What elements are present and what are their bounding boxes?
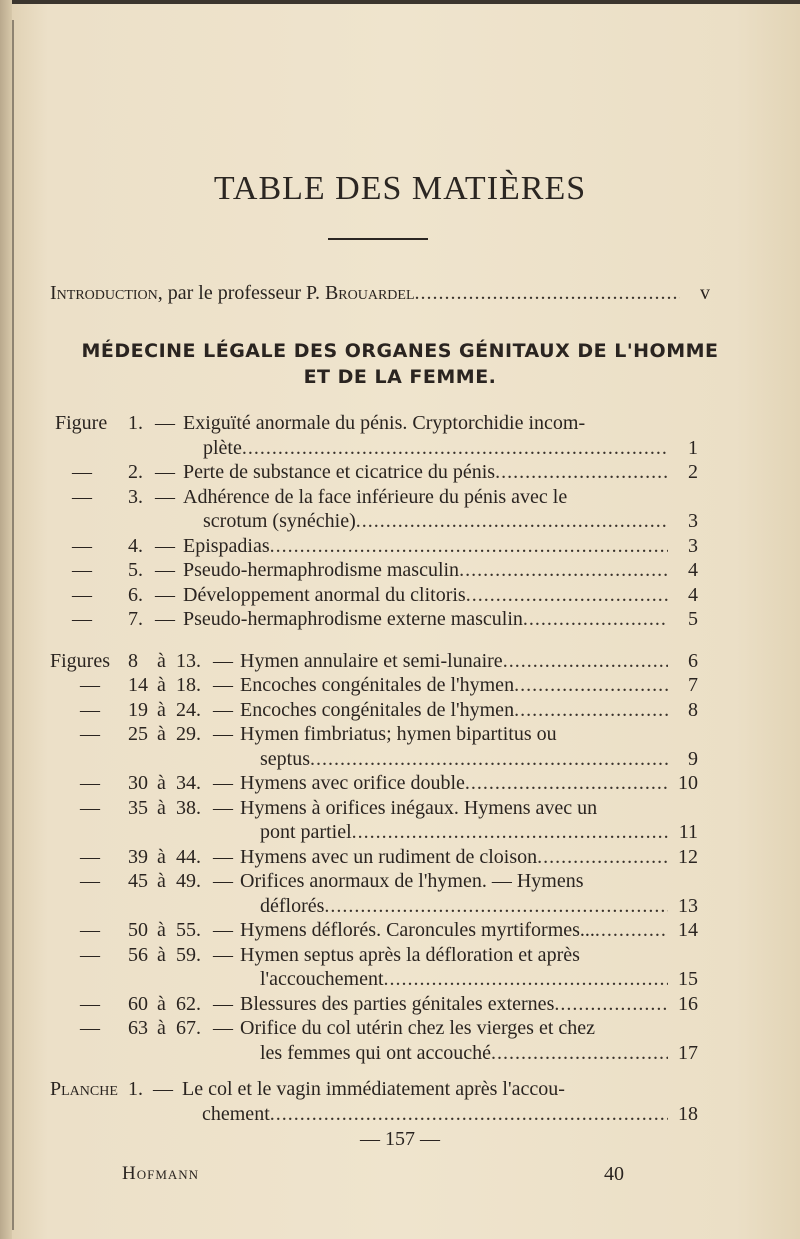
intro-entry (50, 282, 710, 305)
figure-group-label: — (80, 943, 100, 966)
intro-page: v (700, 282, 710, 304)
figure-range-end: 55. (176, 919, 201, 941)
figure-group-label: — (80, 698, 100, 721)
entry-line (240, 772, 698, 795)
dot-leader (595, 919, 668, 942)
figure-label: — (72, 559, 92, 581)
entry-page: 10 (678, 772, 698, 794)
entry-line (240, 650, 698, 673)
range-word: à (157, 772, 166, 794)
dot-leader (503, 650, 668, 673)
dash-separator: — (213, 845, 233, 868)
page-title: TABLE DES MATIÈRES (213, 170, 587, 207)
figure-number: 6. (128, 583, 143, 606)
entry-line (183, 461, 698, 484)
intro-text: , par le professeur P. (157, 282, 325, 304)
figure-label: — (72, 485, 92, 508)
entry-continuation (260, 1042, 698, 1065)
entry-continuation (260, 968, 698, 991)
entry-page: 5 (688, 608, 698, 630)
dot-leader (459, 559, 668, 582)
dash-separator: — (213, 1017, 233, 1039)
dot-leader (465, 772, 668, 795)
dot-leader (356, 510, 668, 533)
figure-range-start: 30 (128, 772, 148, 794)
entry-text-cont: chement (202, 1102, 270, 1125)
signature-name: Hofmann (122, 1163, 200, 1184)
figure-range-start: 45 (128, 870, 148, 892)
entry-text: Hymens avec orifice double (240, 772, 465, 794)
dash-separator: — (155, 583, 175, 606)
figure-number: 3. (128, 485, 143, 508)
figure-group-label: — (80, 992, 100, 1015)
figure-range-end: 13. (176, 649, 201, 672)
entry-text-line: Exiguïté anormale du pénis. Cryptorchidie incom- (183, 412, 586, 434)
entry-continuation (260, 748, 698, 771)
figure-range-start: 39 (128, 845, 148, 868)
entry-page: 18 (678, 1102, 698, 1125)
figure-label: — (72, 608, 92, 630)
figure-range-end: 67. (176, 1017, 201, 1039)
entry-continuation (260, 895, 698, 918)
section-heading-line1: MÉDECINE LÉGALE DES ORGANES GÉNITAUX DE L'HOMME (81, 340, 719, 362)
dash-separator: — (213, 674, 233, 696)
figure-range-start: 25 (128, 723, 148, 745)
figure-number: 1. (128, 412, 143, 434)
entry-page: 4 (688, 583, 698, 606)
figure-label: Figure (55, 412, 108, 434)
figure-number: 5. (128, 559, 143, 581)
dot-leader (384, 968, 668, 991)
dash-separator: — (155, 559, 175, 581)
entry-continuation (260, 821, 698, 844)
dash-separator: — (213, 919, 233, 941)
figure-range-start: 14 (128, 674, 148, 696)
figure-range-end: 49. (176, 870, 201, 892)
figure-group-label: — (80, 796, 100, 819)
entry-line (183, 535, 698, 558)
top-edge (0, 0, 800, 4)
figure-range-end: 38. (176, 796, 201, 819)
entry-line (240, 846, 698, 869)
dash-separator: — (213, 943, 233, 966)
figure-label: — (72, 534, 92, 557)
figure-group-label: — (80, 772, 100, 794)
figure-range-end: 62. (176, 992, 201, 1015)
figure-label: — (72, 461, 92, 483)
figure-group-label: — (80, 723, 100, 745)
entry-line (240, 993, 698, 1016)
entry-text-cont: déflorés (260, 894, 325, 917)
figure-range-start: 56 (128, 943, 148, 966)
dash-separator: — (213, 723, 233, 745)
entry-text-cont: scrotum (synéchie) (203, 510, 356, 532)
dot-leader (415, 282, 680, 305)
dash-separator: — (213, 649, 233, 672)
section-heading-line2: ET DE LA FEMME. (303, 366, 497, 388)
range-word: à (157, 870, 166, 892)
figure-range-end: 18. (176, 674, 201, 696)
dot-leader (523, 608, 668, 631)
figure-group-label: — (80, 919, 100, 941)
entry-page: 16 (678, 992, 698, 1015)
intro-author: Brouardel (324, 282, 415, 304)
dash-separator: — (155, 608, 175, 630)
entry-page: 15 (678, 968, 698, 990)
figure-group-label: Figures (50, 649, 110, 672)
figure-number: 2. (128, 461, 143, 483)
dash-separator: — (155, 461, 175, 483)
figure-number: 4. (128, 534, 143, 557)
range-word: à (157, 1017, 166, 1039)
entry-text: Perte de substance et cicatrice du pénis (183, 461, 496, 483)
entry-page: 3 (688, 534, 698, 557)
range-word: à (157, 723, 166, 745)
entry-line (240, 674, 698, 697)
dash-separator: — (155, 485, 175, 508)
dash-separator: — (213, 796, 233, 819)
entry-text: Blessures des parties génitales externes (240, 992, 555, 1015)
dot-leader (352, 821, 668, 844)
entry-text: Encoches congénitales de l'hymen (240, 674, 515, 696)
entry-text-line: Hymen septus après la défloration et après (240, 943, 580, 966)
dash-separator: — (155, 534, 175, 557)
range-word: à (157, 674, 166, 696)
entry-page: 12 (678, 845, 698, 868)
entry-page: 6 (688, 649, 698, 672)
dot-leader (466, 584, 668, 607)
range-word: à (157, 845, 166, 868)
entry-line (183, 584, 698, 607)
figure-range-start: 19 (128, 698, 148, 721)
dot-leader (270, 1103, 668, 1126)
entry-text: Hymen annulaire et semi-lunaire (240, 649, 503, 672)
entry-text: Hymens avec un rudiment de cloison (240, 845, 538, 868)
entry-page: 17 (678, 1041, 698, 1064)
dash-separator: — (153, 1078, 173, 1100)
entry-text: Epispadias (183, 534, 270, 557)
dot-leader (242, 437, 668, 460)
dot-leader (324, 895, 668, 918)
dot-leader (270, 535, 668, 558)
title-divider (328, 238, 428, 240)
entry-page: 4 (688, 559, 698, 581)
figure-range-end: 44. (176, 845, 201, 868)
figure-range-start: 60 (128, 992, 148, 1015)
entry-page: 3 (688, 510, 698, 532)
entry-text: Hymens déflorés. Caroncules myrtiformes... (240, 919, 595, 941)
figure-range-end: 29. (176, 723, 201, 745)
entry-text: Pseudo-hermaphrodisme masculin (183, 559, 460, 581)
dash-separator: — (155, 412, 175, 434)
range-word: à (157, 919, 166, 941)
entry-page: 14 (678, 919, 698, 941)
entry-text-cont: les femmes qui ont accouché (260, 1041, 492, 1064)
figure-group-label: — (80, 674, 100, 696)
figure-number: 7. (128, 608, 143, 630)
entry-text: Développement anormal du clitoris (183, 583, 466, 606)
figure-range-start: 35 (128, 796, 148, 819)
entry-continuation (203, 510, 698, 533)
entry-text-line: Adhérence de la face inférieure du pénis avec le (183, 485, 568, 508)
entry-text-cont: pont partiel (260, 821, 352, 843)
dot-leader (514, 699, 668, 722)
entry-text-cont: l'accouchement (260, 968, 384, 990)
dash-separator: — (213, 772, 233, 794)
entry-text-cont: plète (203, 436, 242, 459)
entry-line (240, 919, 698, 942)
intro-prefix: Introduction (50, 282, 158, 304)
entry-page: 13 (678, 894, 698, 917)
entry-page: 1 (688, 436, 698, 459)
range-word: à (157, 698, 166, 721)
dot-leader (537, 846, 668, 869)
figure-group-label: — (80, 870, 100, 892)
range-word: à (157, 992, 166, 1015)
entry-text: Pseudo-hermaphrodisme externe masculin (183, 608, 523, 630)
entry-line (240, 699, 698, 722)
figure-range-end: 59. (176, 943, 201, 966)
figure-range-end: 34. (176, 772, 201, 794)
entry-continuation (203, 437, 698, 460)
entry-text-line: Hymen fimbriatus; hymen bipartitus ou (240, 723, 557, 745)
entry-continuation (202, 1103, 698, 1126)
figure-group-label: — (80, 845, 100, 868)
entry-text-line: Le col et le vagin immédiatement après l'accou- (182, 1078, 565, 1100)
entry-text-line: Orifice du col utérin chez les vierges et chez (240, 1017, 596, 1039)
range-word: à (157, 649, 166, 672)
range-word: à (157, 943, 166, 966)
figure-group-label: — (80, 1017, 100, 1039)
entry-text-cont: septus (260, 747, 310, 770)
figure-label: — (72, 583, 92, 606)
entry-page: 7 (688, 674, 698, 696)
page-number: — 157 — (360, 1128, 440, 1150)
entry-page: 9 (688, 747, 698, 770)
entry-text: Encoches congénitales de l'hymen (240, 698, 515, 721)
entry-line (183, 559, 698, 582)
dot-leader (554, 993, 668, 1016)
dot-leader (514, 674, 668, 697)
entry-line (183, 608, 698, 631)
figure-range-start: 63 (128, 1017, 148, 1039)
entry-page: 11 (678, 821, 698, 843)
entry-page: 8 (688, 698, 698, 721)
entry-page: 2 (688, 461, 698, 483)
signature-number: 40 (604, 1163, 624, 1185)
entry-text-line: Hymens à orifices inégaux. Hymens avec un (240, 796, 598, 819)
range-word: à (157, 796, 166, 819)
figure-range-end: 24. (176, 698, 201, 721)
dot-leader (495, 461, 668, 484)
dash-separator: — (213, 698, 233, 721)
figure-range-start: 50 (128, 919, 148, 941)
dash-separator: — (213, 870, 233, 892)
dash-separator: — (213, 992, 233, 1015)
dot-leader (491, 1042, 668, 1065)
entry-text-line: Orifices anormaux de l'hymen. — Hymens (240, 870, 584, 892)
planche-label: Planche (50, 1078, 118, 1100)
dot-leader (310, 748, 668, 771)
figure-range-start: 8 (128, 649, 138, 672)
planche-number: 1. (128, 1078, 143, 1100)
